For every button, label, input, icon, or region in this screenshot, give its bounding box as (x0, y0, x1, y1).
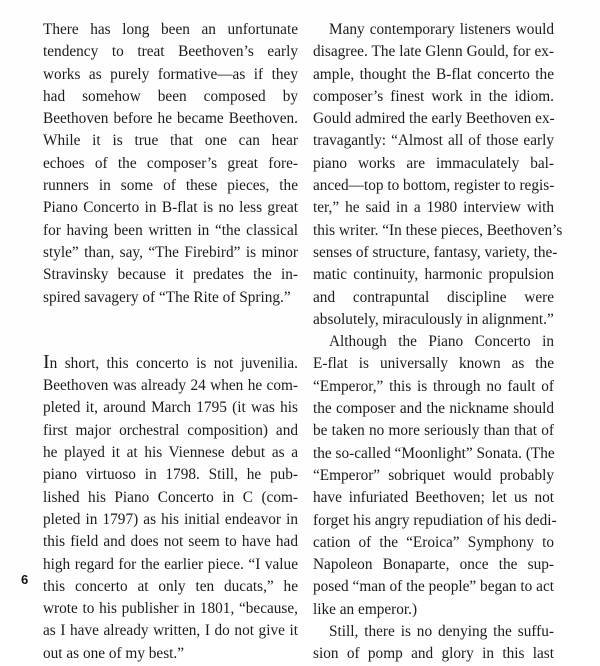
text-line: Gould admired the early Beethoven ex- (313, 110, 555, 128)
text-line: Still, there is no denying the suffu- (329, 623, 554, 641)
text-line: piano works are immaculately bal- (313, 154, 554, 172)
paragraph (43, 19, 298, 309)
text-line: had somehow been composed by (43, 87, 298, 105)
text-line: ter,” he said in a 1980 interview with (313, 199, 554, 217)
text-line: style” than, say, “The Firebird” is minor (43, 243, 298, 261)
text-line: anced—top to bottom, register to regis- (313, 177, 555, 195)
text-line: the composer and the nickname should (313, 400, 554, 418)
text-line: this writer. “In these pieces, Beethoven’s (313, 221, 563, 239)
paragraph (313, 621, 554, 666)
text-line: Piano Concerto in B-flat is no less great (43, 199, 298, 217)
text-line: like an emperor.) (313, 600, 418, 618)
text-line: Napoleon Bonaparte, once the sup- (313, 556, 554, 574)
text-line: wrote to his publisher in 1801, “because, (43, 600, 298, 618)
text-line: high regard for the earlier piece. “I value (43, 555, 298, 573)
text-line: cation of the “Eroica” Symphony to (313, 533, 554, 551)
text-line: runners in some of these pieces, the (43, 177, 298, 195)
text-line: pleted in 1797) as his initial endeavor in (43, 510, 298, 528)
text-run: n short, this concerto is not juvenilia. (49, 354, 298, 372)
text-line: “Emperor,” this is through no fault of (313, 377, 554, 395)
text-line: sion of pomp and glory in this last (313, 645, 554, 663)
text-line: pleted it, around March 1795 (it was his (43, 399, 298, 417)
text-line: While it is true that one can hear (43, 132, 298, 150)
text-line: There has long been an unfortunate (43, 21, 298, 38)
text-line: senses of structure, fantasy, variety, the- (313, 243, 558, 261)
text-line: posed “man of the people” began to act (313, 578, 554, 596)
text-line: E-flat is universally known as the (313, 355, 554, 373)
text-line: works as purely formative—as if they (43, 65, 298, 83)
text-line: Stravinsky because it predates the in- (43, 266, 298, 284)
text-line: this field and does not seem to have had (43, 533, 298, 551)
right-column (313, 19, 563, 666)
paragraph (313, 331, 557, 621)
text-line: echoes of the composer’s great fore- (43, 154, 298, 172)
text-line: Beethoven before he became Beethoven. (43, 110, 298, 128)
text-line: matic continuity, harmonic propulsion (313, 266, 554, 284)
paragraph (313, 19, 563, 331)
left-column (43, 19, 298, 665)
text-line: be taken no more seriously than that of (313, 422, 554, 440)
text-line: first major orchestral composition) and (43, 421, 298, 439)
text-line: and contrapuntal discipline were (313, 288, 554, 306)
paragraph-gap (43, 309, 298, 331)
text-line (43, 350, 298, 375)
text-line: tendency to treat Beethoven’s early (43, 43, 298, 61)
text-line: he played it at his Viennese debut as a (43, 444, 298, 462)
text-line: Many contemporary listeners would (329, 21, 554, 38)
text-line: absolutely, miraculously in alignment.” (313, 310, 554, 328)
drop-cap: I (43, 350, 50, 373)
text-line: travagantly: “Almost all of those early (313, 132, 554, 150)
text-line: have infuriated Beethoven; let us not (313, 489, 554, 507)
text-line: piano virtuoso in 1798. Still, he pub- (43, 466, 298, 484)
text-line: composer’s finest work in the idiom. (313, 87, 554, 105)
text-line: ample, thought the B-flat concerto the (313, 65, 554, 83)
text-line: Although the Piano Concerto in (329, 333, 554, 351)
text-line: as I have already written, I do not give it (43, 622, 298, 640)
text-line: for having been written in “the classical (43, 221, 298, 239)
text-line: “Emperor” sobriquet would probably (313, 466, 554, 484)
text-line: out as one of my best.” (43, 644, 185, 662)
text-line: disagree. The late Glenn Gould, for ex- (313, 43, 554, 61)
text-line: forget his angry repudiation of his dedi- (313, 511, 557, 529)
paragraph-gap (43, 331, 298, 353)
text-line: Beethoven was already 24 when he com- (43, 377, 298, 395)
paragraph (43, 350, 298, 665)
text-line: lished his Piano Concerto in C (com- (43, 488, 298, 506)
text-line: spired savagery of “The Rite of Spring.” (43, 288, 291, 306)
text-line: the so-called “Moonlight” Sonata. (The (313, 444, 555, 462)
text-line: this concerto at only ten ducats,” he (43, 577, 298, 595)
page-number: 6 (21, 572, 29, 587)
